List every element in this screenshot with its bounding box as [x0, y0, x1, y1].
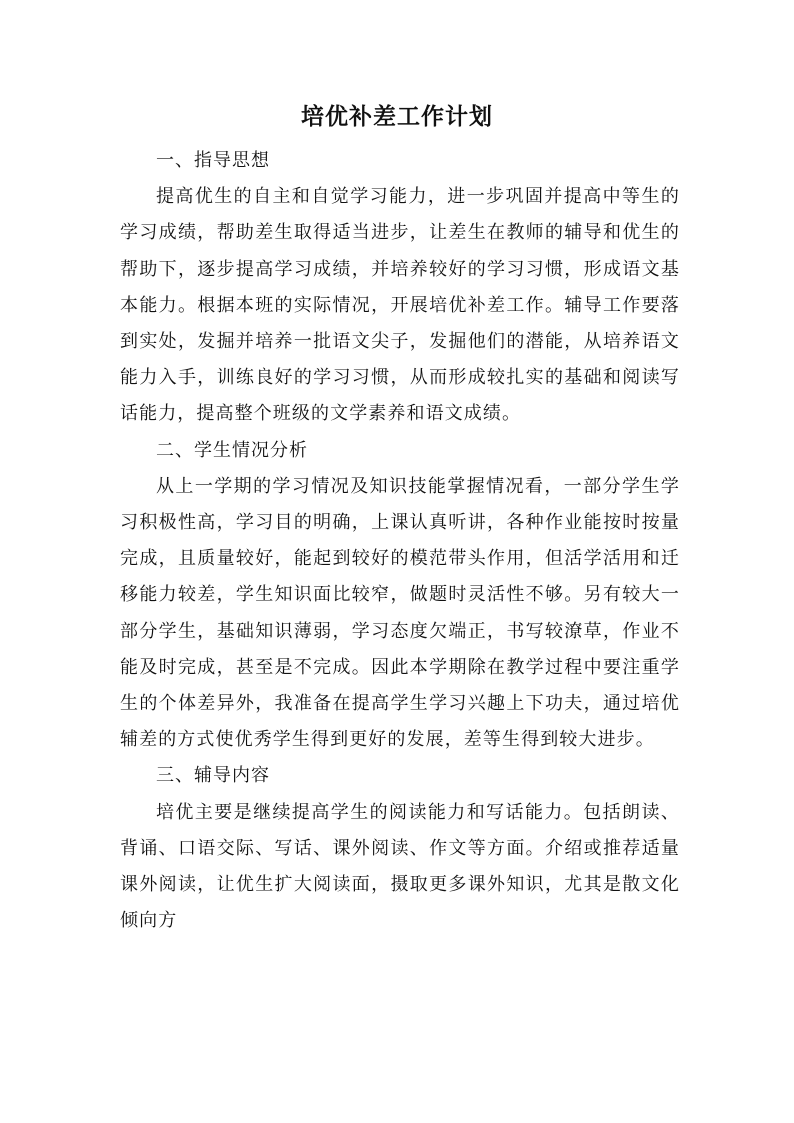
document-title: 培优补差工作计划	[301, 103, 493, 130]
document-body	[120, 143, 680, 939]
section-heading-tutoring-content: 三、辅导内容	[156, 765, 270, 787]
section-paragraph-tutoring-content: 培优主要是继续提高学生的阅读能力和写话能力。包括朗读、背诵、口语交际、写话、课外阅读、作文等方面。介绍或推荐适量课外阅读，让优生扩大阅读面，摄取更多课外知识，尤其是散文化倾向方	[120, 801, 680, 932]
section-paragraph-student-analysis: 从上一学期的学习情况及知识技能掌握情况看，一部分学生学习积极性高，学习目的明确，上课认真听讲，各种作业能按时按量完成，且质量较好，能起到较好的模范带头作用，但活学活用和迁移能力较差，学生知识面比较窄，做题时灵活性不够。另有较大一部分学生，基础知识薄弱，学习态度欠端正，书写较潦草，作业不能及时完成，甚至是不完成。因此本学期除在教学过程中要注重学生的个体差异外，我准备在提高学生学习兴趣上下功夫，通过培优辅差的方式使优秀学生得到更好的发展，差等生得到较大进步。	[120, 475, 680, 751]
section-heading-student-analysis: 二、学生情况分析	[156, 439, 308, 461]
section-paragraph-guiding-thought: 提高优生的自主和自觉学习能力，进一步巩固并提高中等生的学习成绩，帮助差生取得适当进步，让差生在教师的辅导和优生的帮助下，逐步提高学习成绩，并培养较好的学习习惯，形成语文基本能力。根据本班的实际情况，开展培优补差工作。辅导工作要落到实处，发掘并培养一批语文尖子，发掘他们的潜能，从培养语文能力入手，训练良好的学习习惯，从而形成较扎实的基础和阅读写话能力，提高整个班级的文学素养和语文成绩。	[120, 186, 680, 425]
section-heading-guiding-thought: 一、指导思想	[156, 150, 270, 171]
